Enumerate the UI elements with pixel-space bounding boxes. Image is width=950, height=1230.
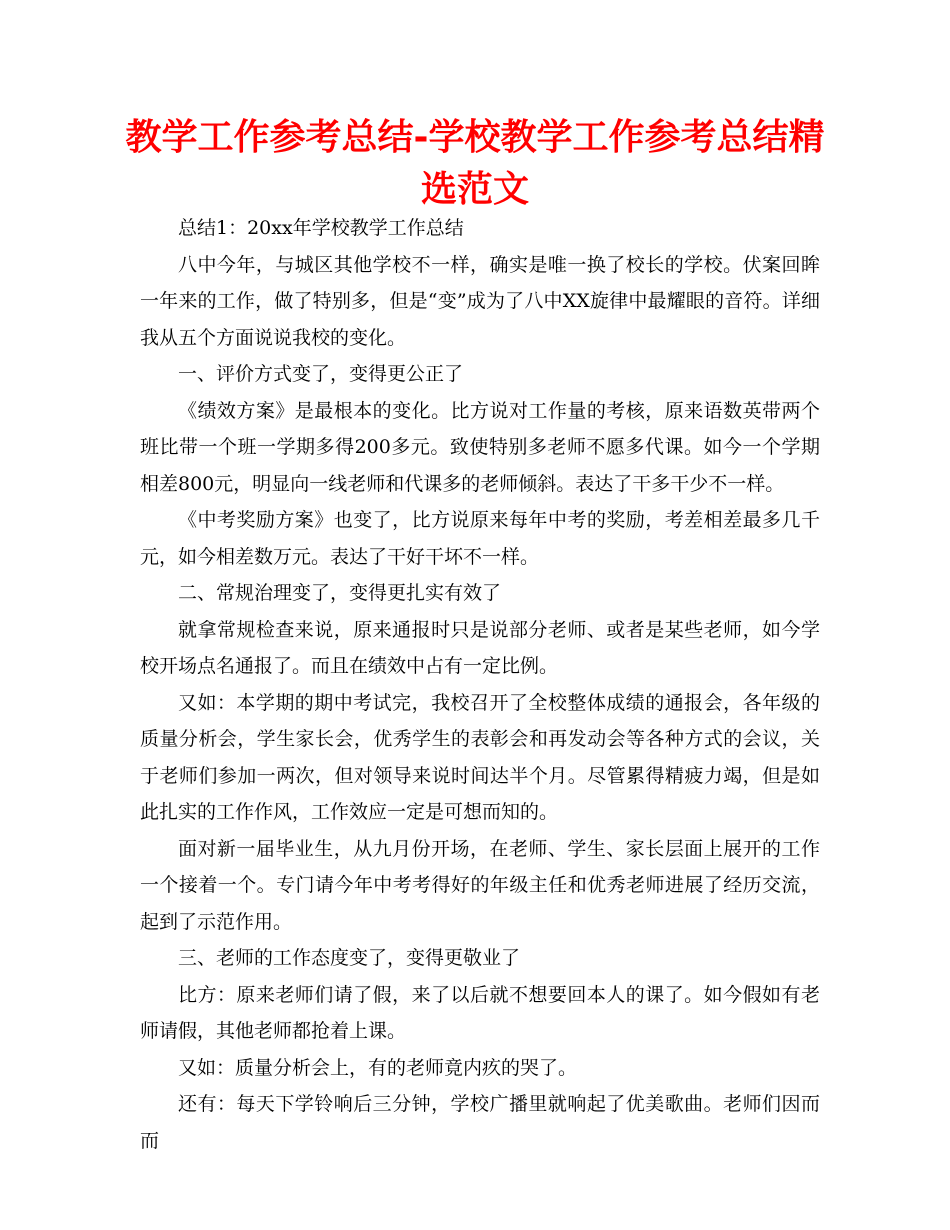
paragraph: 总结1：20xx年学校教学工作总结 [178,217,464,239]
paragraph: 《中考奖励方案》也变了，比方说原来每年中考的奖励，考差相差最多几千元，如今相差数万元。表达了干好干坏不一样。 [140,509,820,568]
paragraph: 还有：每天下学铃响后三分钟，学校广播里就响起了优美歌曲。老师们因而而 [140,1093,820,1152]
section-heading: 三、老师的工作态度变了，变得更敬业了 [178,947,521,969]
section-heading: 二、常规治理变了，变得更扎实有效了 [178,582,502,604]
paragraph: 比方：原来老师们请了假，来了以后就不想要回本人的课了。如今假如有老师请假，其他老师都抢着上课。 [140,983,820,1042]
paragraph: 面对新一届毕业生，从九月份开场，在老师、学生、家长层面上展开的工作一个接着一个。专门请今年中考考得好的年级主任和优秀老师进展了经历交流，起到了示范作用。 [140,837,820,933]
paragraph: 又如：本学期的期中考试完，我校召开了全校整体成绩的通报会，各年级的质量分析会，学生家长会，优秀学生的表彰会和再发动会等各种方式的会议，关于老师们参加一两次，但对领导来说时间达半个月。尽管累得精疲力竭，但是如此扎实的工作作风，工作效应一定是可想而知的。 [140,691,820,823]
paragraph: 八中今年，与城区其他学校不一样，确实是唯一换了校长的学校。伏案回眸一年来的工作，做了特别多，但是“变”成为了八中XX旋律中最耀眼的音符。详细我从五个方面说说我校的变化。 [140,253,820,349]
document-title: 教学工作参考总结-学校教学工作参考总结精选范文 [125,117,825,210]
section-heading: 一、评价方式变了，变得更公正了 [178,363,464,385]
paragraph: 《绩效方案》是最根本的变化。比方说对工作量的考核，原来语数英带两个班比带一个班一学期多得200多元。致使特别多老师不愿多代课。如今一个学期相差800元，明显向一线老师和代课多的老师倾斜。表达了干多干少不一样。 [140,399,820,495]
paragraph: 就拿常规检查来说，原来通报时只是说部分老师、或者是某些老师，如今学校开场点名通报了。而且在绩效中占有一定比例。 [140,618,820,677]
document-body [140,210,820,1159]
paragraph: 又如：质量分析会上，有的老师竟内疚的哭了。 [178,1056,578,1079]
